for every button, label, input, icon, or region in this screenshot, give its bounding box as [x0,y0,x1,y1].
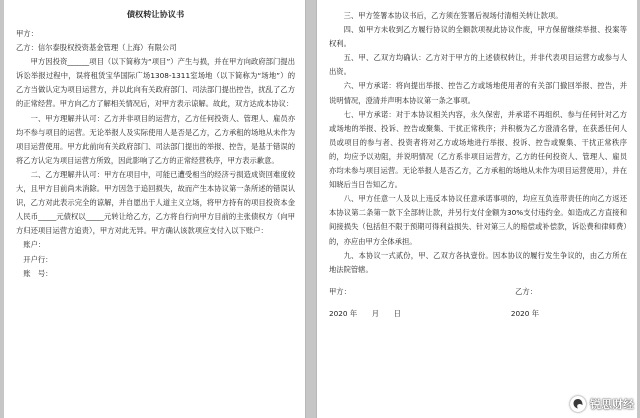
signature-party-b: 乙方： [515,286,537,296]
clause-4: 四、如甲方未收到乙方履行协议的全额款项视此协议作废，甲方保留继续举报、投案等权利。 [329,25,627,49]
watermark [570,396,634,412]
party-b-line: 乙方：信尔泰股权投资基金管理（上海）有限公司 [16,43,177,53]
document-title: 债权转让协议书 [126,9,185,19]
party-a-label: 甲方： [16,29,38,38]
clause-7: 七、甲方承诺：对于本协议相关内容，永久保密，并承诺不再组织、参与任何针对乙方或场地的举报、投诉、控告或聚集、干扰正常秩序；并积极为乙方澄清名誉，在获悉任何人员或项目的参与者、投资者将对乙方或场地进行举报、投诉、控告或聚集、干扰正常秩序的，均应予以劝阻，并说明情况（乙方系非项目运营方，乙方的任何投资人、管理人、雇员亦均未参与项目运营。无论举报人是否乙方，乙方承租的场地从未作为项目运营使用），并在知晓后当日告知乙方。 [329,109,627,190]
clause-5: 五、甲、乙双方均确认：乙方对于甲方的上述债权转让，并非代表项目运营方或参与人出资。 [329,53,627,77]
document-page-right [316,0,637,418]
account-number-label: 账 号： [23,268,53,278]
signature-row [329,285,627,299]
watermark-logo-icon [570,396,586,412]
date-party-b: 2020 年 [510,308,539,318]
signature-party-a: 甲方： [329,286,351,296]
clause-3: 三、甲方签署本协议书后，乙方须在签署后视场付清相关转让款项。 [343,11,563,20]
clause-2: 二、乙方理解并认可：甲方在项目中，可能已遭受相当的经济亏损造成资回难度较大，且甲方目前尚未消除。甲方因急于追回损失，故而产生本协议第一条所述的错误认识，乙方对此表示完全的谅解，并自愿出于人道主义立场，将甲方持有的项目投资本金人民币_____元债权以_____元转让给乙方，乙方将自行向甲方目前的主张债权方（向甲方归还项目运营方追责），甲方对此无异。甲方确认该款项应支付入以下账户： [16,169,295,236]
clause-9: 九、本协议一式贰份，甲、乙双方各执壹份。因本协议的履行发生争议的，由乙方所在地法院管辖。 [329,250,627,274]
date-party-a: 2020 年 月 日 [329,308,401,318]
bank-label: 开户行： [23,254,53,264]
date-row [329,307,627,321]
intro-paragraph: 甲方因投资______项目（以下简称为“项目”）产生与损，并在甲方向政府部门提出诉讼举报过程中，误将租赁宝华国际广场1308-1311室场地（以下简称为“场地”）的乙方当做认定为项目运营方，并以此向有关政府部门、司法部门提出控告，扰乱了乙方的正常经营。甲方向乙方了解相关情况后，对甲方表示谅解。故此，双方达成本协议： [16,57,295,109]
clause-8: 八、甲方任意一人及以上违反本协议任意承诺事项的，均应互负连带责任的向乙方返还本协议第二条第一款下全部转让款，并另行支付金额为30%支付违约金。如造成乙方直接和间接损失（包括但不限于预期可得利益损失、针对第三人的赔偿或补偿款，诉讼费和律师费）的，亦应由甲方全体承担。 [329,194,627,246]
clause-1: 一、甲方理解并认可：乙方并非项目的运营方，乙方任何投资人、管理人、雇员亦均不参与项目的运营。无论举报人及实际使用人是否是乙方，乙方承租的场地从未作为项目运营使用。甲方此前向有关政府部门、司法部门提出的举报、控告，是基于错误的将乙方认定为项目运营方所致，因此影响了乙方的正常经营秩序，甲方表示歉意。 [16,113,295,165]
account-name-label: 账户： [23,240,46,250]
document-page-left [4,0,306,418]
watermark-text: 锐思财经 [590,398,634,411]
clause-6: 六、甲方承诺：将向提出举报、控告乙方或场地使用者的有关部门撤回举报、控告，并说明情况，澄清并声明本协议第一条之事项。 [329,81,627,105]
